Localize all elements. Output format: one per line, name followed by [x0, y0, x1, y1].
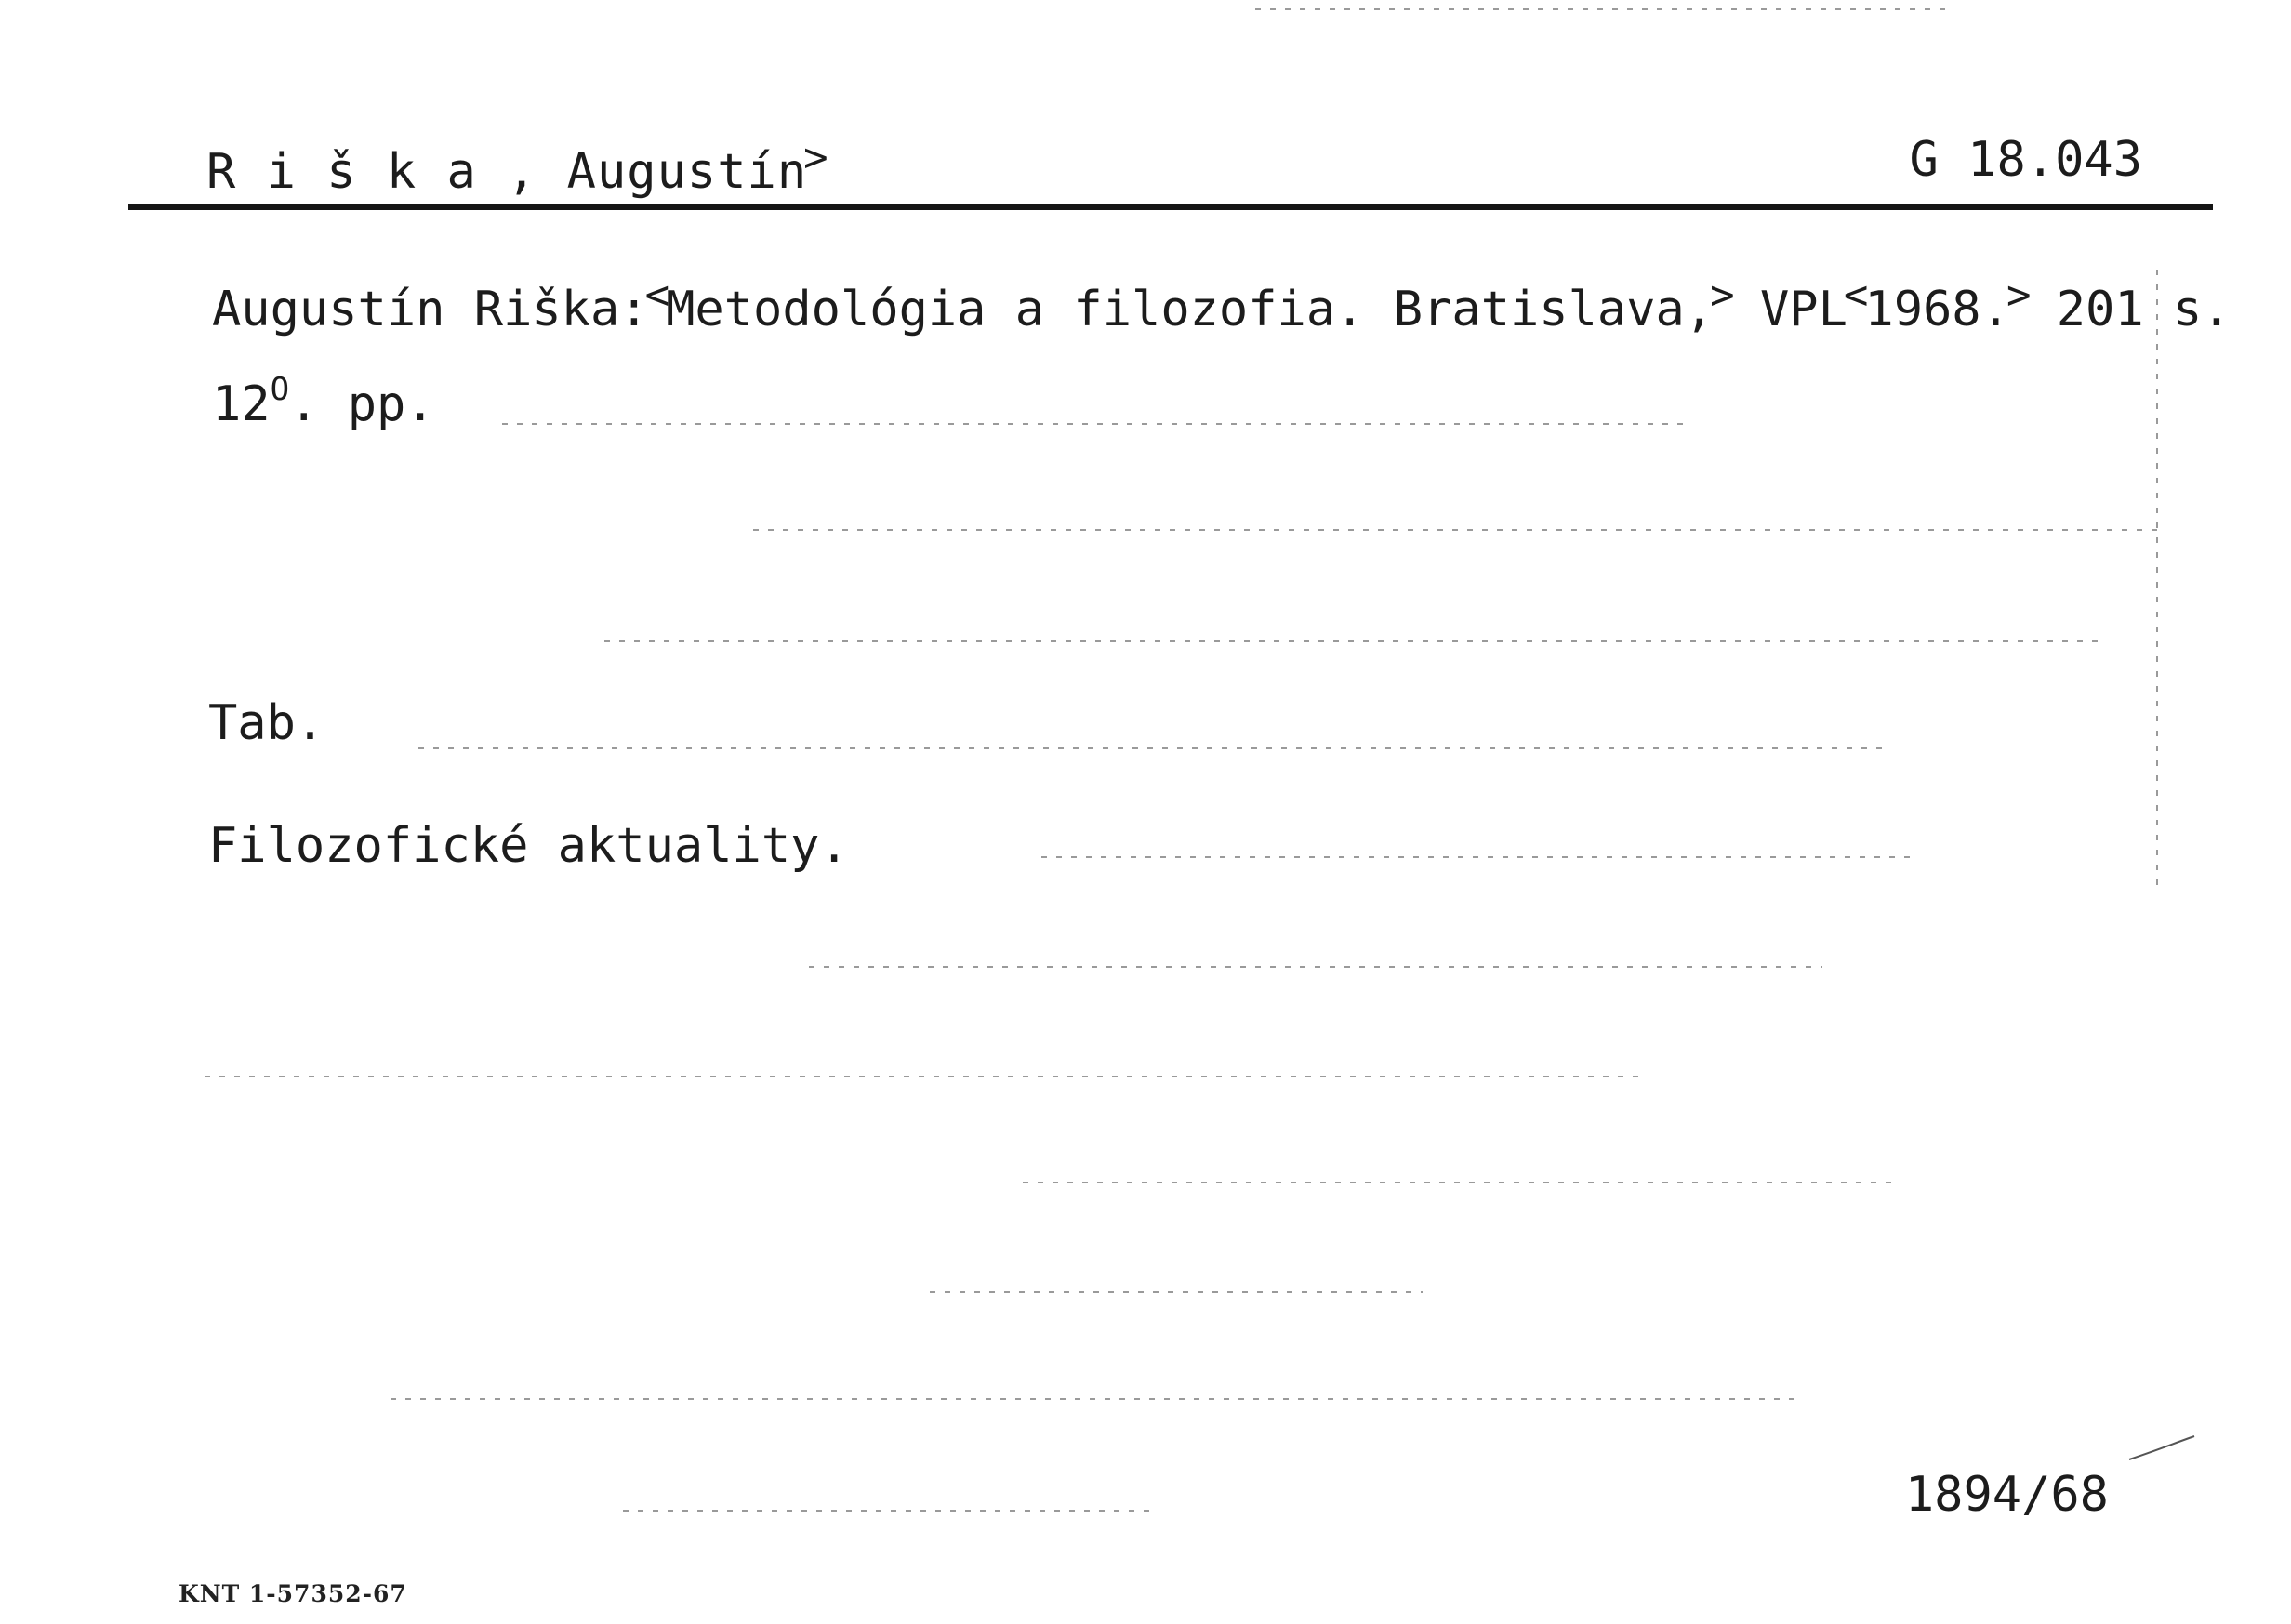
description-line-2 — [212, 371, 435, 432]
format-number: 12 — [212, 376, 271, 432]
title-and-place: Metodológia a filozofia. Bratislava, — [666, 282, 1715, 337]
series-title: Filozofické aktuality. — [208, 818, 849, 874]
description-line-1 — [212, 271, 2231, 337]
open-mark: < — [644, 271, 670, 319]
pencil-mark — [2129, 1436, 2194, 1459]
publication-year: 1968. — [1864, 282, 2010, 337]
heading-close-mark: > — [803, 134, 829, 181]
accession-number: 1894/68 — [1904, 1467, 2109, 1523]
heading-rule — [128, 204, 2213, 210]
format-rest: . pp. — [289, 376, 435, 432]
author-heading: R i š k a , Augustín> — [206, 134, 829, 200]
note-tab: Tab. — [208, 695, 325, 751]
close-mark: > — [1710, 271, 1735, 319]
printer-mark: KNT 1-57352-67 — [179, 1580, 407, 1607]
open-mark: < — [1843, 271, 1869, 319]
publisher: VPL — [1730, 282, 1847, 337]
page-count: 201 s. — [2027, 282, 2231, 337]
close-mark: > — [2006, 271, 2032, 319]
format-degree: O — [270, 371, 290, 408]
shelfmark: G 18.043 — [1909, 132, 2142, 188]
statement-of-responsibility: Augustín Riška: — [212, 282, 649, 337]
